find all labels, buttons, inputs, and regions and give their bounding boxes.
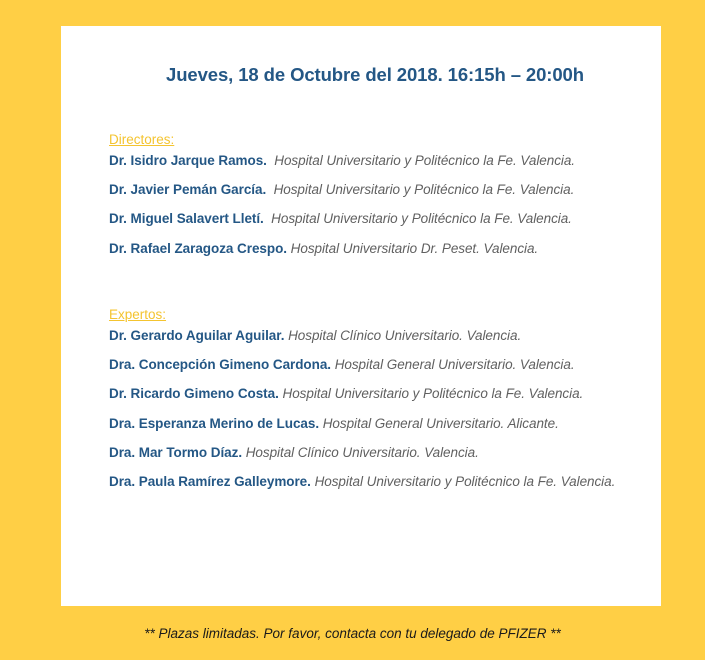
- person-name: Dr. Javier Pemán García.: [109, 182, 267, 198]
- info-card: [61, 26, 661, 606]
- director-entry: [109, 180, 575, 209]
- director-entry: [109, 209, 575, 238]
- person-affiliation: Hospital Universitario y Politécnico la Fe. Valencia.: [282, 386, 584, 402]
- person-affiliation: Hospital General Universitario. Valencia.: [334, 357, 575, 373]
- person-name: Dr. Gerardo Aguilar Aguilar.: [109, 328, 285, 343]
- person-name: Dr. Isidro Jarque Ramos.: [109, 153, 267, 168]
- expert-entry: [109, 355, 615, 384]
- person-name: Dra. Paula Ramírez Galleymore.: [109, 473, 311, 489]
- expert-entry: [109, 326, 615, 355]
- director-entry: [109, 239, 575, 268]
- person-affiliation: Hospital Clínico Universitario. Valencia.: [288, 328, 522, 343]
- person-name: Dr. Ricardo Gimeno Costa.: [109, 386, 279, 402]
- person-affiliation: Hospital Universitario y Politécnico la Fe. Valencia.: [273, 182, 575, 198]
- experts-section: [109, 306, 615, 501]
- directors-section: [109, 131, 575, 268]
- page-title: Jueves, 18 de Octubre del 2018. 16:15h – 20:00h: [166, 64, 584, 85]
- expert-entry: [109, 443, 615, 472]
- footer-note: ** Plazas limitadas. Por favor, contacta con tu delegado de PFIZER **: [144, 626, 561, 641]
- director-entry: [109, 151, 575, 180]
- person-name: Dra. Concepción Gimeno Cardona.: [109, 357, 331, 373]
- person-name: Dra. Esperanza Merino de Lucas.: [109, 415, 320, 431]
- person-affiliation: Hospital General Universitario. Alicante.: [322, 415, 559, 431]
- experts-heading: Expertos:: [109, 307, 167, 322]
- person-name: Dr. Miguel Salavert Lletí.: [109, 211, 264, 227]
- person-affiliation: Hospital Clínico Universitario. Valencia.: [245, 444, 479, 460]
- person-name: Dr. Rafael Zaragoza Crespo.: [109, 240, 287, 256]
- person-affiliation: Hospital Universitario y Politécnico la Fe. Valencia.: [274, 153, 575, 168]
- expert-entry: [109, 414, 615, 443]
- expert-entry: [109, 384, 615, 413]
- person-affiliation: Hospital Universitario Dr. Peset. Valencia.: [290, 240, 539, 256]
- expert-entry: [109, 472, 615, 501]
- directors-heading: Directores:: [109, 132, 175, 147]
- person-name: Dra. Mar Tormo Díaz.: [109, 444, 243, 460]
- person-affiliation: Hospital Universitario y Politécnico la Fe. Valencia.: [271, 211, 572, 227]
- person-affiliation: Hospital Universitario y Politécnico la Fe. Valencia.: [314, 473, 616, 489]
